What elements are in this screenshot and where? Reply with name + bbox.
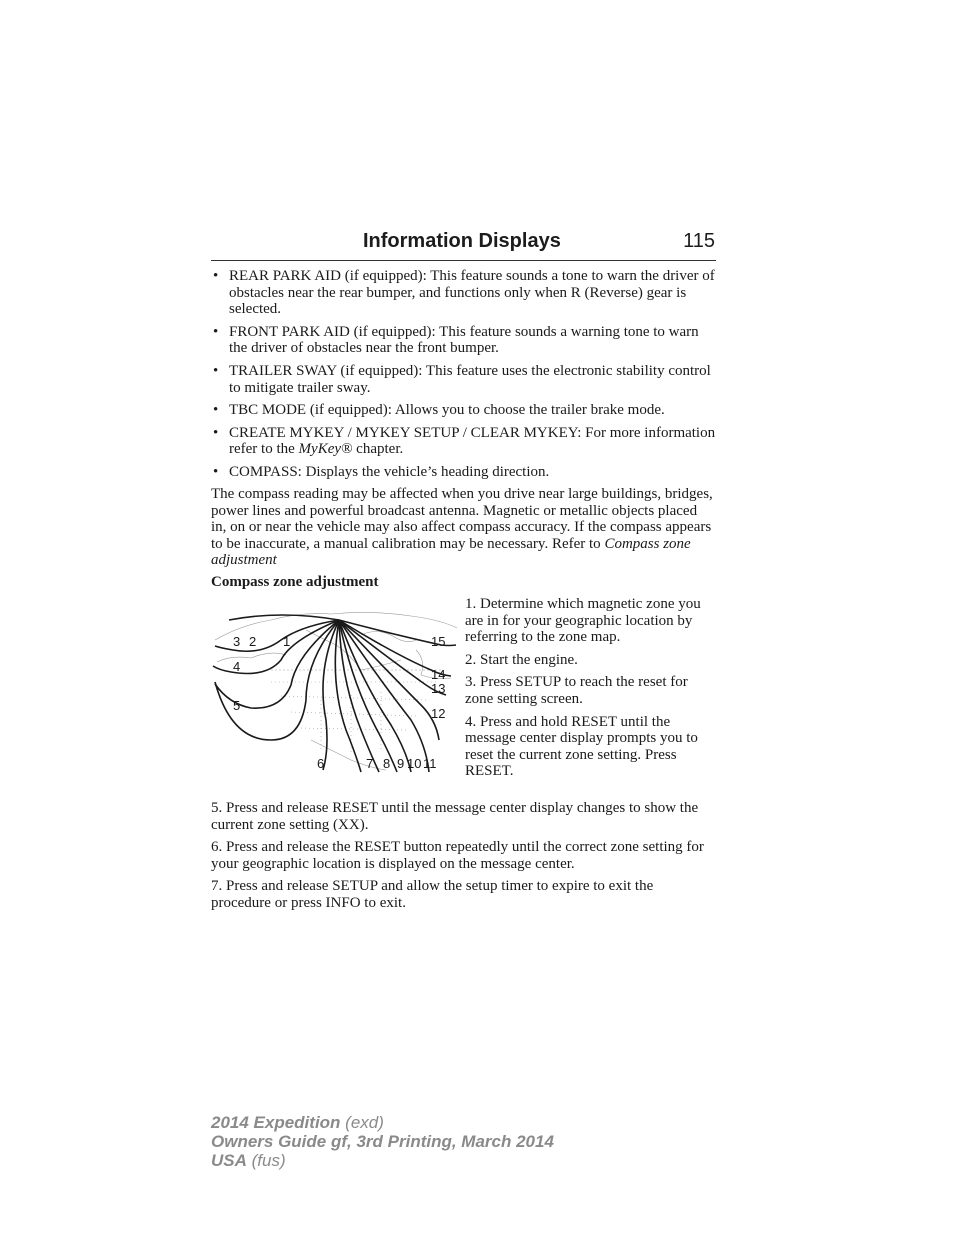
zone-label: 13 (431, 681, 446, 696)
feature-list (211, 268, 716, 487)
zone-label: 9 (397, 756, 405, 771)
step-7: 7. Press and release SETUP and allow the setup timer to expire to exit the procedure or press INFO to exit. (211, 878, 654, 911)
page-footer (211, 1113, 554, 1170)
footer-line-1: 2014 Expedition (exd) (211, 1113, 384, 1132)
zone-label: 3 (233, 634, 241, 649)
step-3: 3. Press SETUP to reach the reset for zone setting screen. (465, 674, 688, 707)
bullet-icon: • (213, 268, 219, 284)
section-title: Information Displays (363, 230, 561, 252)
bullet-icon: • (213, 362, 219, 379)
zone-label: 8 (383, 756, 391, 771)
zone-label: 2 (249, 634, 257, 649)
zone-label: 6 (317, 756, 325, 771)
bullet-icon: • (213, 402, 219, 419)
list-item: • COMPASS: Displays the vehicle’s heading direction. (213, 463, 550, 480)
step-1: 1. Determine which magnetic zone you are in for your geographic location by referring to the zone map. (465, 596, 701, 646)
zone-label: 5 (233, 698, 241, 713)
zone-label: 4 (233, 659, 241, 674)
steps-right-column (465, 596, 717, 786)
zone-label: 10 (407, 756, 422, 771)
footer-line-3: USA (fus) (211, 1151, 286, 1170)
mykey-reference: MyKey® (298, 441, 353, 458)
step-5: 5. Press and release RESET until the message center display changes to show the current zone setting (XX). (211, 800, 699, 833)
bullet-icon: • (213, 463, 219, 480)
list-item: • CREATE MYKEY / MYKEY SETUP / CLEAR MYKEY: For more information refer to the MyKey® chapter. (213, 424, 716, 458)
zone-label: 11 (423, 756, 437, 771)
compass-paragraph: The compass reading may be affected when you drive near large buildings, bridges, power lines and powerful broadcast antenna. Magnetic or metallic objects placed in, on or near the vehicle may also affect compass accuracy. If the compass appears to be inaccurate, a manual calibration may be necessary. Refer to Compass zone adjustment (211, 486, 713, 569)
list-item: • TBC MODE (if equipped): Allows you to choose the trailer brake mode. (213, 402, 665, 419)
step-4: 4. Press and hold RESET until the message center display prompts you to reset the current zone setting. Press RESET. (465, 713, 698, 780)
page-number: 115 (683, 230, 715, 252)
step-2: 2. Start the engine. (465, 651, 578, 668)
list-item: • FRONT PARK AID (if equipped): This feature sounds a warning tone to warn the driver of obstacles near the front bumper. (213, 323, 699, 357)
list-item: • REAR PARK AID (if equipped): This feature sounds a tone to warn the driver of obstacles near the rear bumper, and functions only when R (Reverse) gear is selected. (213, 268, 715, 318)
step-6: 6. Press and release the RESET button repeatedly until the correct zone setting for your geographic location is displayed on the message center. (211, 839, 704, 872)
footer-line-2: Owners Guide gf, 3rd Printing, March 2014 (211, 1132, 554, 1151)
zone-label: 1 (283, 634, 291, 649)
compass-zone-reference: Compass zone adjustment (211, 535, 691, 569)
steps-bottom (211, 800, 716, 918)
bullet-icon: • (213, 424, 219, 441)
page-header (211, 230, 716, 261)
bullet-icon: • (213, 323, 219, 340)
zone-label: 12 (431, 706, 446, 721)
subheading: Compass zone adjustment (211, 574, 379, 590)
zone-label: 15 (431, 634, 446, 649)
zone-label: 7 (366, 756, 374, 771)
zone-label: 14 (431, 667, 446, 682)
list-item: • TRAILER SWAY (if equipped): This feature uses the electronic stability control to mitigate trailer sway. (213, 362, 711, 396)
compass-zone-map (211, 600, 461, 780)
